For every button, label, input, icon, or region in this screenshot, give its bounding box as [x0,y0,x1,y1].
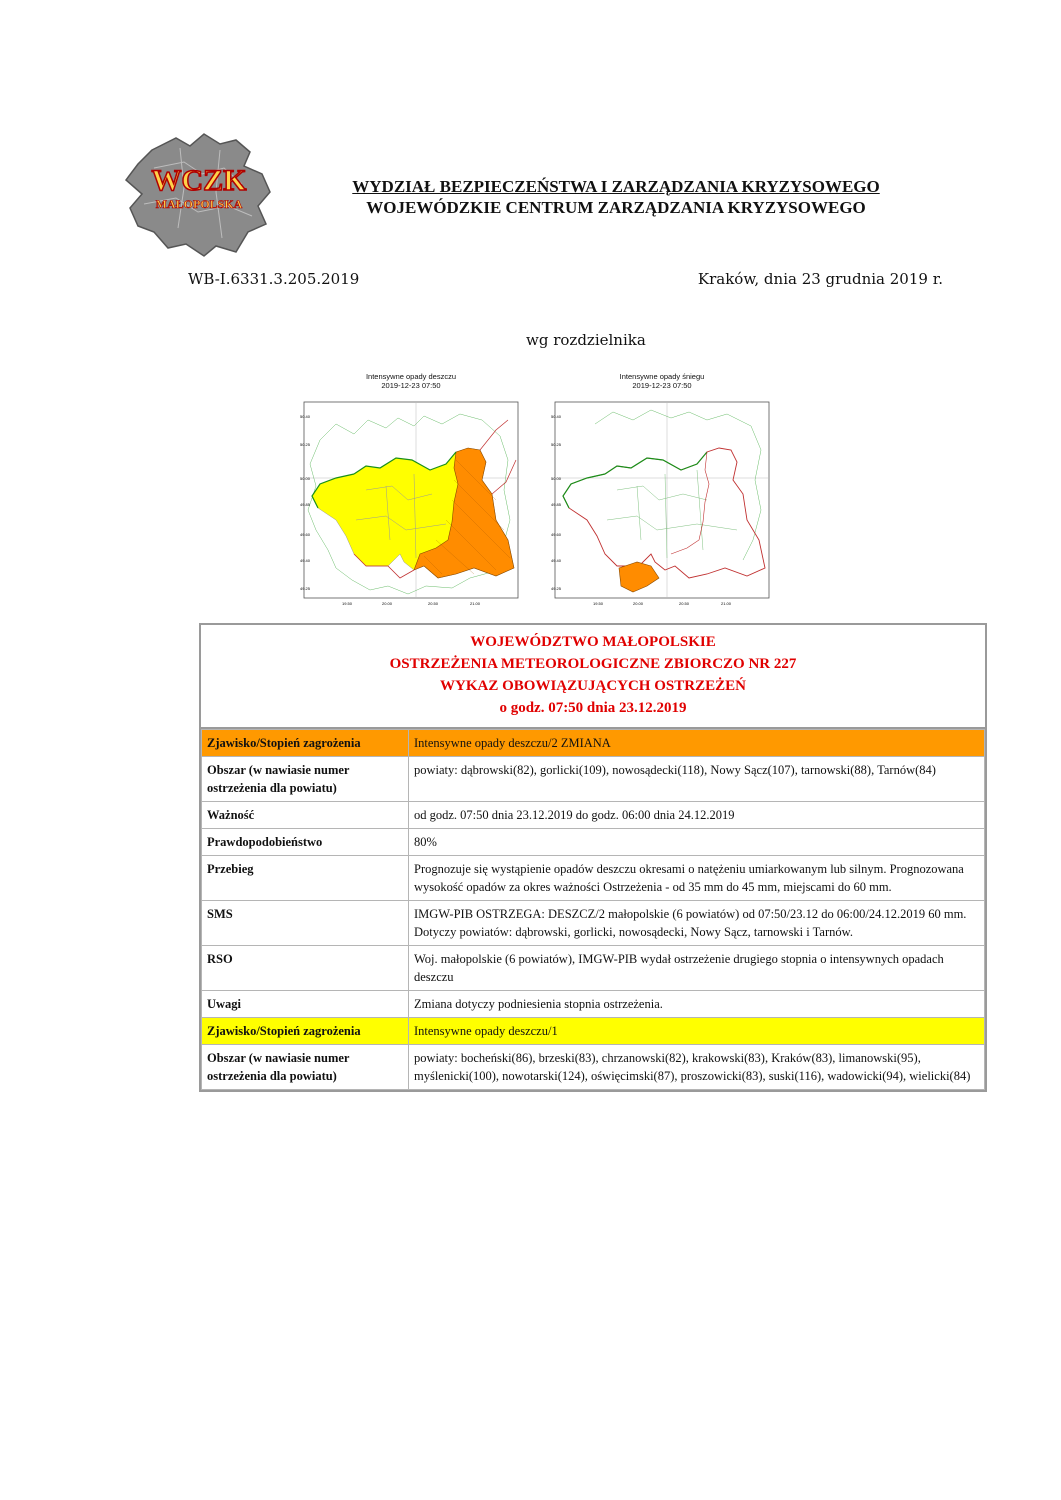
map-snow-lat-tick: 49.60 [551,532,562,537]
row-label: Obszar (w nawiasie numer ostrzeżenia dla powiatu) [202,1045,409,1090]
map-snow-datetime: 2019-12-23 07:50 [632,381,692,390]
map-rain-lon-tick: 19.50 [342,601,353,606]
map-snow-title: Intensywne opady śniegu [619,372,705,381]
distribution-note: wg rozdzielnika [526,331,646,349]
map-snow-lat-tick: 49.85 [551,502,562,507]
map-snow-lat-tick: 49.40 [551,558,562,563]
map-snow-plot [547,390,777,622]
wczk-logo [124,128,274,260]
map-snow-lon-tick: 20.00 [633,601,644,606]
malopolska-shape-logo [124,128,274,260]
table-row [202,856,985,901]
map-rain-lon-tick: 20.50 [428,601,439,606]
row-value: Intensywne opady deszczu/2 ZMIANA [409,730,985,757]
table-row [202,802,985,829]
map-snow-lat-tick: 50.00 [551,476,562,481]
centre-title: WOJEWÓDZKIE CENTRUM ZARZĄDZANIA KRYZYSOWEGO [366,198,866,217]
table-row [202,991,985,1018]
row-label: Zjawisko/Stopień zagrożenia [202,1018,409,1045]
table-row [202,1045,985,1090]
row-value: IMGW-PIB OSTRZEGA: DESZCZ/2 małopolskie (6 powiatów) od 07:50/23.12 do 06:00/24.12.2019 60 mm. Dotyczy powiatów: dąbrowski, gorlicki, nowosądecki, Nowy Sącz, tarnowski i Tarnów. [409,901,985,946]
map-rain [296,372,526,624]
map-snow-lon-tick: 19.50 [593,601,604,606]
table-row [202,1018,985,1045]
row-label: Prawdopodobieństwo [202,829,409,856]
map-rain-lat-tick: 50.40 [300,414,311,419]
warning-heading-list: WYKAZ OBOWIĄZUJĄCYCH OSTRZEŻEŃ [440,678,746,694]
map-rain-title: Intensywne opady deszczu [365,372,457,381]
warning-heading-number: OSTRZEŻENIA METEOROLOGICZNE ZBIORCZO NR 227 [389,656,797,672]
map-rain-lat-tick: 49.60 [300,532,311,537]
map-rain-lat-tick: 50.25 [300,442,311,447]
map-rain-lat-tick: 49.40 [300,558,311,563]
row-label: Przebieg [202,856,409,901]
table-row [202,757,985,802]
row-value: Prognozuje się wystąpienie opadów deszczu okresami o natężeniu umiarkowanym lub silnym. Prognozowana wysokość opadów za okres ważności Ostrzeżenia - od 35 mm do 45 mm, miejscami do 60 mm. [409,856,985,901]
map-rain-lon-tick: 20.00 [382,601,393,606]
row-label: SMS [202,901,409,946]
map-snow-lat-tick: 50.40 [551,414,562,419]
map-snow-lat-tick: 50.25 [551,442,562,447]
row-label: Uwagi [202,991,409,1018]
row-value: powiaty: dąbrowski(82), gorlicki(109), nowosądecki(118), Nowy Sącz(107), tarnowski(88), Tarnów(84) [409,757,985,802]
row-label: Ważność [202,802,409,829]
map-rain-lat-tick: 49.85 [300,502,311,507]
map-rain-datetime: 2019-12-23 07:50 [381,381,441,390]
header-block [296,176,936,218]
warning-heading-time: o godz. 07:50 dnia 23.12.2019 [499,700,687,716]
row-label: Zjawisko/Stopień zagrożenia [202,730,409,757]
logo-text-malopolska: MAŁOPOLSKA [155,197,243,211]
row-value: Zmiana dotyczy podniesienia stopnia ostrzeżenia. [409,991,985,1018]
map-snow-lat-tick: 49.25 [551,586,562,591]
map-snow [547,372,777,624]
table-row [202,730,985,757]
map-rain-lat-tick: 49.25 [300,586,311,591]
row-value: Intensywne opady deszczu/1 [409,1018,985,1045]
table-row [202,946,985,991]
warning-details [201,729,985,1090]
map-rain-plot [296,390,526,622]
reference-number: WB-I.6331.3.205.2019 [188,270,360,288]
place-date: Kraków, dnia 23 grudnia 2019 r. [697,270,943,288]
map-rain-lat-tick: 50.00 [300,476,311,481]
table-row [202,901,985,946]
warning-heading [201,625,985,729]
logo-text-wczk: WCZK [151,164,247,197]
department-title: WYDZIAŁ BEZPIECZEŃSTWA I ZARZĄDZANIA KRYZYSOWEGO [352,177,880,196]
map-snow-lon-tick: 21.00 [721,601,732,606]
row-value: Woj. małopolskie (6 powiatów), IMGW-PIB wydał ostrzeżenie drugiego stopnia o intensywnych opadach deszczu [409,946,985,991]
row-value: 80% [409,829,985,856]
row-label: RSO [202,946,409,991]
row-value: od godz. 07:50 dnia 23.12.2019 do godz. 06:00 dnia 24.12.2019 [409,802,985,829]
table-row [202,829,985,856]
map-snow-lon-tick: 20.50 [679,601,690,606]
row-value: powiaty: bocheński(86), brzeski(83), chrzanowski(82), krakowski(83), Kraków(83), limanowski(95), myślenicki(100), nowotarski(124), oświęcimski(87), proszowicki(83), suski(116), wadowicki(94), wielicki(84) [409,1045,985,1090]
warning-table [199,623,987,1092]
row-label: Obszar (w nawiasie numer ostrzeżenia dla powiatu) [202,757,409,802]
warning-heading-region: WOJEWÓDZTWO MAŁOPOLSKIE [470,634,716,650]
map-rain-lon-tick: 21.00 [470,601,481,606]
